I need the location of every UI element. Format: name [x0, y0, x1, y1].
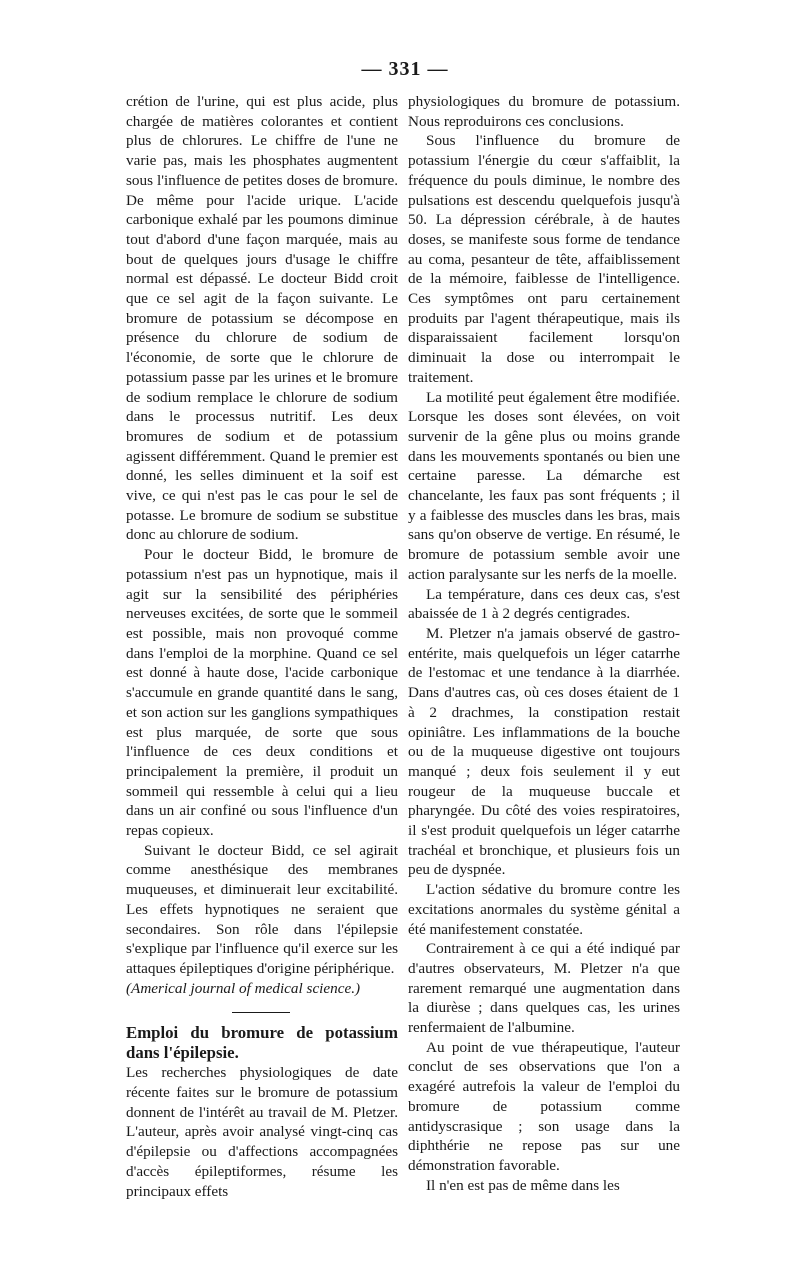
paragraph: La température, dans ces deux cas, s'est abaissée de 1 à 2 degrés centigrades.	[408, 585, 680, 623]
paragraph: La motilité peut également être modifiée. Lorsque les doses sont élevées, on voit survenir de la gêne plus ou moins grande dans les mouvements spontanés ou bien une certaine paresse. La démarche est chancelante, les faux pas sont fréquents ; il y a faiblesse des muscles dans les bras, mais sans qu'on observe de vertige. En résumé, le bromure de potassium semble avoir une action paralysante sur les nerfs de la moelle.	[408, 388, 680, 583]
page-number: — 331 —	[361, 58, 449, 80]
paragraph: Au point de vue thérapeutique, l'auteur conclut de ses observations que l'on a exagéré autrefois la valeur de l'emploi du bromure de potassium comme antidyscrasique ; son usage dans la diphthérie ne repose pas sur une démonstration favorable.	[408, 1038, 680, 1174]
paragraph: M. Pletzer n'a jamais observé de gastro-entérite, mais quelquefois un léger catarrhe de l'estomac et une tendance à la diarrhée. Dans d'autres cas, où ces doses étaient de 1 à 2 drachmes, la constipation restait opiniâtre. Les inflammations de la bouche ou de la muqueuse digestive ont toujours manqué ; deux fois seulement il y eut rougeur de la muqueuse buccale et pharyngée. Du côté des voies respiratoires, il s'est produit quelquefois un léger catarrhe trachéal et bronchique, et plusieurs fois un peu de dyspnée.	[408, 624, 680, 879]
paragraph: physiologiques du bromure de potassium. Nous reproduirons ces conclusions.	[408, 93, 680, 130]
paragraph: Les recherches physiologiques de date récente faites sur le bromure de potassium donnent de l'intérêt au travail de M. Pletzer. L'auteur, après avoir analysé vingt-cinq cas d'épilepsie ou d'affections accompagnées d'accès épileptiformes, résume les principaux effets	[126, 1064, 398, 1200]
paragraph: Il n'en est pas de même dans les	[426, 1176, 620, 1194]
paragraph: L'action sédative du bromure contre les excitations anormales du système génital a été manifestement constatée.	[408, 881, 680, 938]
paragraph: crétion de l'urine, qui est plus acide, plus chargée de matières colorantes et contient plus de chlorures. Le chiffre de l'une ne varie pas, mais les phosphates augmentent sous l'influence de petites doses de bromure. De même pour l'acide urique. L'acide carbonique exhalé par les poumons diminue tout d'abord d'une façon marquée, mais au bout de quelques jours d'usage le chiffre normal est dépassé. Le docteur Bidd croit que ce sel agit de la façon suivante. Le bromure de potassium se décompose en présence du chlorure de sodium de l'économie, de sorte que le chlorure de potassium passe par les urines et le bromure de sodium remplace le chlorure de sodium dans le processus nutritif. Les deux bromures de sodium et de potassium agissent différemment. Quand le premier est donné, les selles diminuent et la soif est vive, ce qui n'est pas le cas pour le sel de potasse. Le bromure de sodium se substitue donc au chlorure de sodium.	[126, 93, 398, 544]
right-column	[408, 92, 680, 1195]
citation: (Americal journal of medical science.)	[126, 979, 361, 997]
section-title: Emploi du bromure de potassium dans l'épilepsie.	[126, 1023, 398, 1063]
paragraph: Pour le docteur Bidd, le bromure de potassium n'est pas un hypnotique, mais il agit sur la sensibilité des périphéries nerveuses excitées, de sorte que le sommeil est possible, mais non provoqué comme dans l'emploi de la morphine. Quand ce sel est donné à haute dose, l'acide carbonique s'accumule en grande quantité dans le sang, et son action sur les ganglions sympathiques est plus marquée, de sorte que sous l'influence de ces deux conditions et principalement la première, il produit un sommeil qui ressemble à celui qui a lieu dans un air confiné ou sous l'influence d'un repas copieux.	[126, 546, 398, 840]
left-column	[126, 92, 398, 1201]
paragraph: Sous l'influence du bromure de potassium l'énergie du cœur s'affaiblit, la fréquence du pouls diminue, le nombre des pulsations est descendu quelquefois jusqu'à 50. La dépression cérébrale, à de hautes doses, se manifeste sous forme de tendance au coma, pesanteur de tête, affaiblissement de la mémoire, faiblesse de l'intelligence. Ces symptômes ont paru certainement produits par l'agent thérapeutique, mais ils disparaissaient facilement lorsqu'on diminuait la dose ou interrompait le traitement.	[408, 132, 680, 386]
section-divider	[232, 1012, 290, 1013]
paragraph: Suivant le docteur Bidd, ce sel agirait comme anesthésique des membranes muqueuses, et diminuerait leur excitabilité. Les effets hypnotiques ne seraient que secondaires. Son rôle dans l'épilepsie s'explique par l'influence qu'il exerce sur les attaques épileptiques d'origine périphérique.	[126, 841, 398, 977]
paragraph: Contrairement à ce qui a été indiqué par d'autres observateurs, M. Pletzer n'a que rarement remarqué une augmentation dans la diurèse ; dans quelques cas, les urines renfermaient de l'albumine.	[408, 940, 680, 1037]
